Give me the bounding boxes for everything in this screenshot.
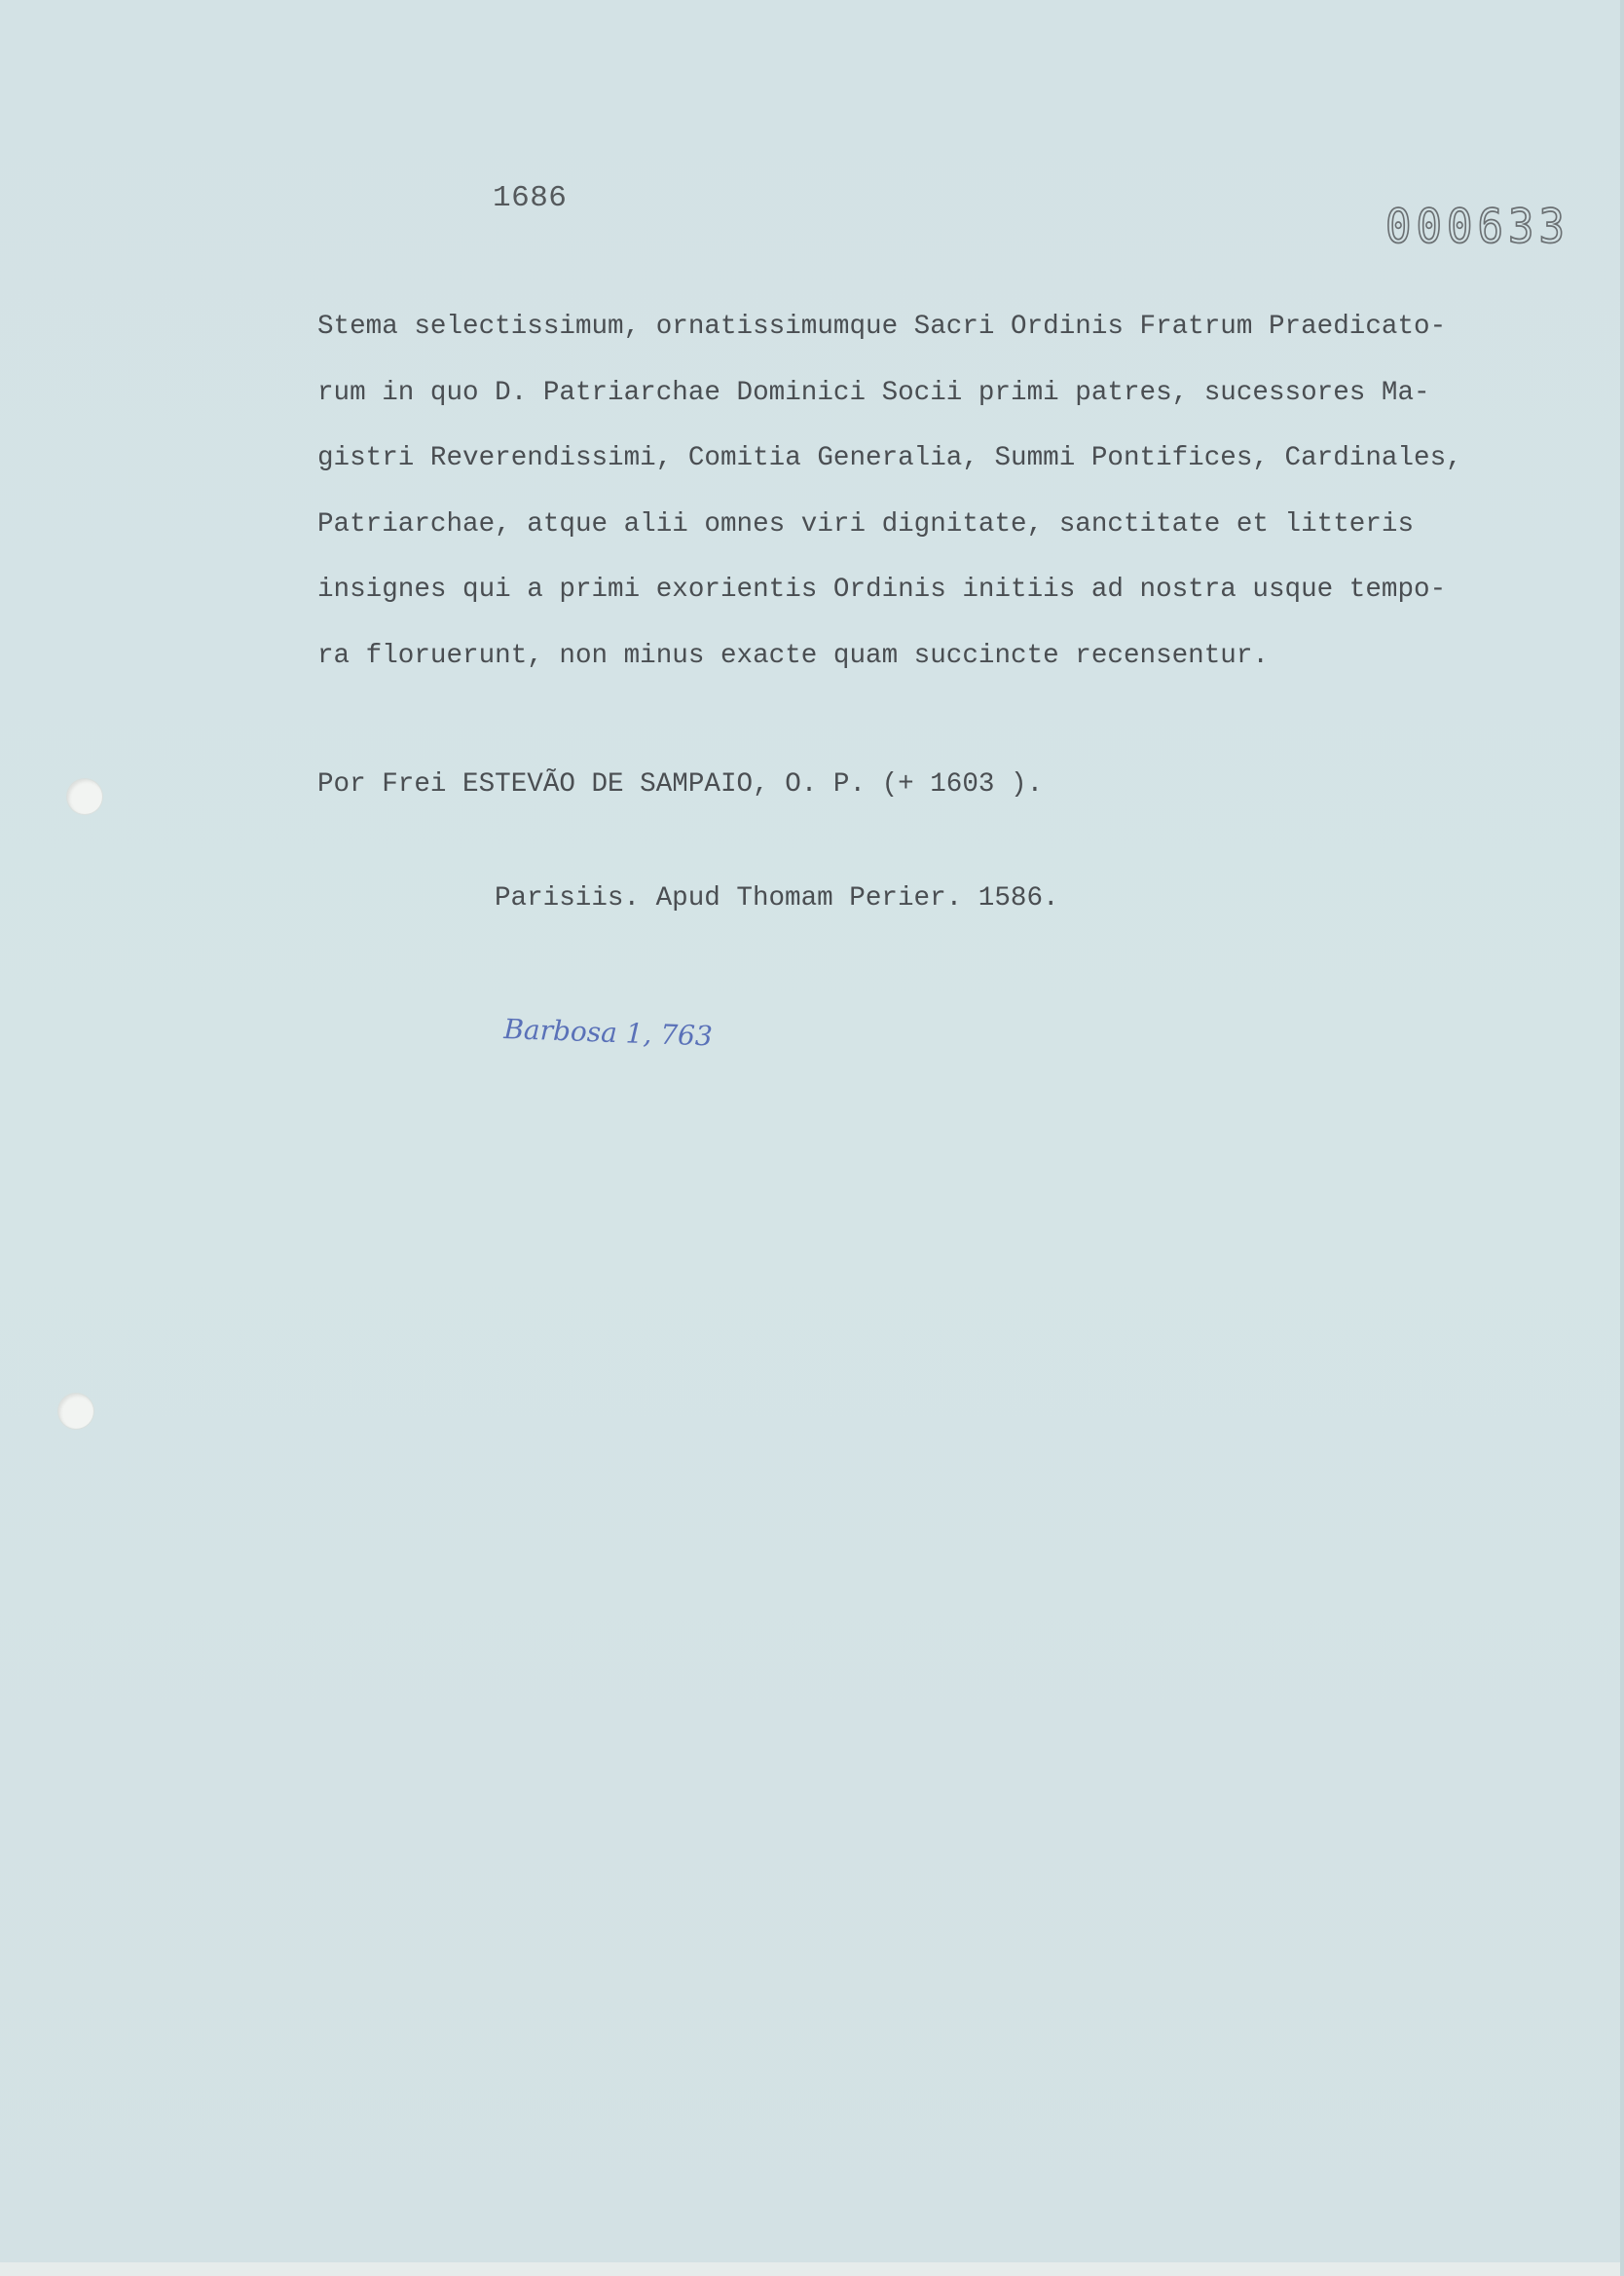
stamp-number: 000633 [1385,200,1569,255]
entry-number: 1686 [493,181,568,215]
title-line: rum in quo D. Patriarchae Dominici Socii primi patres, sucessores Ma- [317,377,1430,408]
title-block [317,294,1573,689]
bottom-edge-strip [0,2262,1624,2276]
title-line: Stema selectissimum, ornatissimumque Sacri Ordinis Fratrum Praedicato- [317,312,1447,342]
title-line: insignes qui a primi exorientis Ordinis initiis ad nostra usque tempo- [317,575,1447,605]
title-line: Patriarchae, atque alii omnes viri dignitate, sanctitate et litteris [317,508,1415,540]
handwritten-reference-note: Barbosa 1, 763 [502,1013,714,1053]
title-line: gistri Reverendissimi, Comitia Generalia, Summi Pontifices, Cardinales, [317,443,1462,473]
punch-hole [58,1394,93,1429]
punch-hole [67,779,102,814]
title-line: ra floruerunt, non minus exacte quam succincte recensentur. [317,640,1269,671]
imprint-line: Parisiis. Apud Thomam Perier. 1586. [495,883,1059,914]
author-line: Por Frei ESTEVÃO DE SAMPAIO, O. P. (+ 1603 ). [317,769,1044,800]
